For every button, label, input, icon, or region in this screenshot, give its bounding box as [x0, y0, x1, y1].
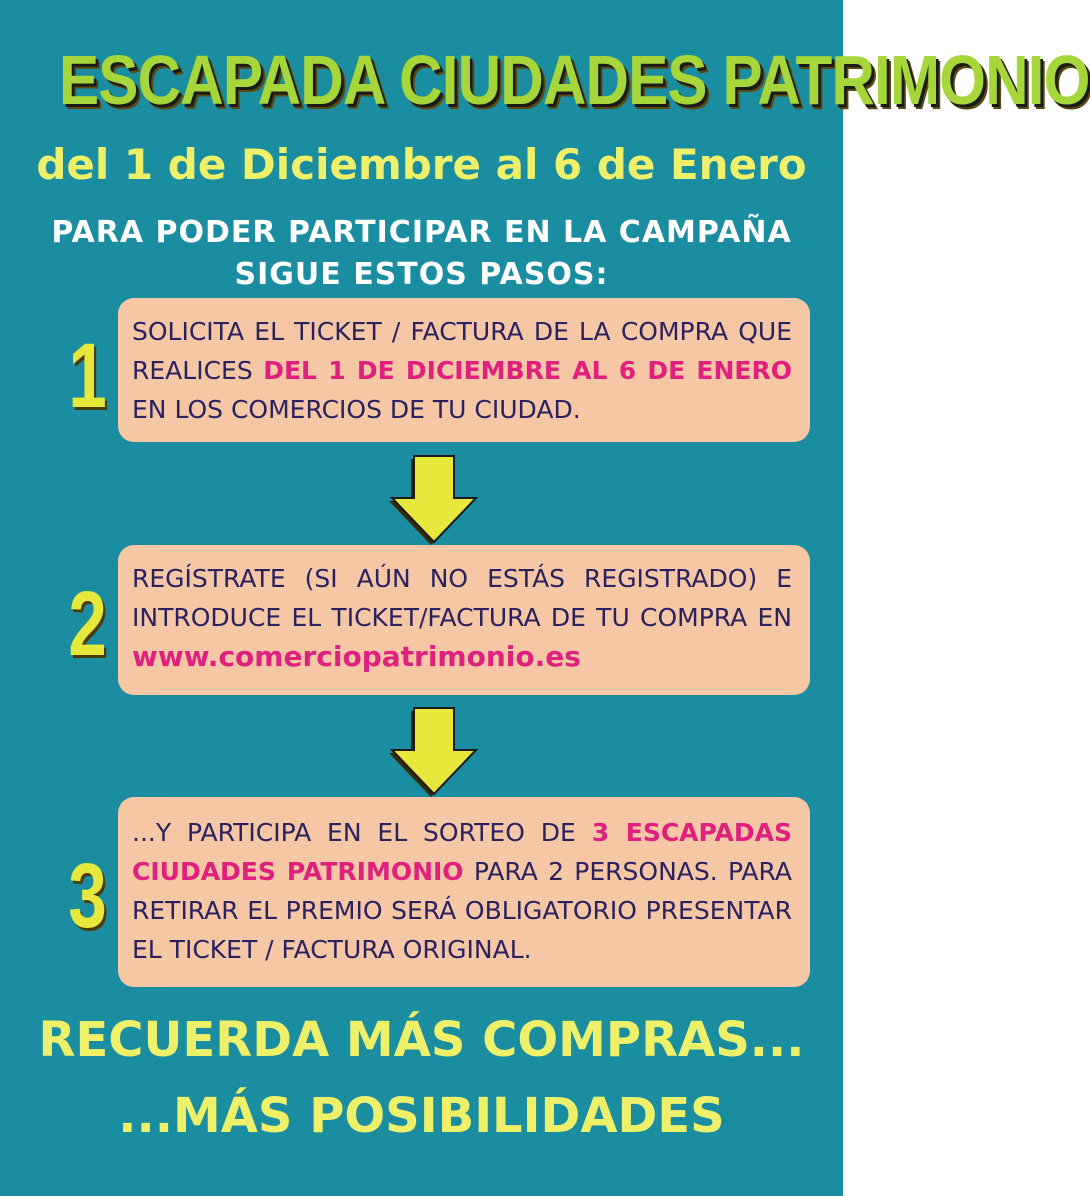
step-1-text: SOLICITA EL TICKET / FACTURA DE LA COMPRA QUE REALICES: [132, 317, 792, 385]
intro-line-2: SIGUE ESTOS PASOS:: [234, 257, 609, 292]
step-number-1: 1: [68, 325, 107, 427]
campaign-dates: del 1 de Diciembre al 6 de Enero: [36, 140, 807, 189]
poster-title: ESCAPADA CIUDADES PATRIMONIO: [59, 41, 1090, 119]
footer-line-2: ...MÁS POSIBILIDADES: [118, 1088, 725, 1144]
step-box-1: [118, 298, 810, 442]
step-number-2: 2: [68, 573, 107, 675]
step-1-highlight: DEL 1 DE DICIEMBRE AL 6 DE ENERO: [263, 356, 792, 385]
step-box-3: [118, 797, 810, 987]
intro-text: [0, 212, 843, 296]
step-3-highlight: 3 ESCAPADAS CIUDADES PATRIMONIO: [132, 818, 792, 886]
intro-line-1: PARA PODER PARTICIPAR EN LA CAMPAÑA: [51, 215, 792, 250]
step-1-text-end: EN LOS COMERCIOS DE TU CIUDAD.: [132, 395, 581, 424]
step-2-text: REGÍSTRATE (SI AÚN NO ESTÁS REGISTRADO) E INTRODUCE EL TICKET/FACTURA DE TU COMPRA EN: [132, 564, 792, 632]
step-3-text: ...Y PARTICIPA EN EL SORTEO DE: [132, 818, 592, 847]
step-number-3: 3: [68, 845, 107, 947]
website-link[interactable]: www.comerciopatrimonio.es: [132, 640, 581, 673]
step-box-2: [118, 545, 810, 695]
arrow-down-icon: [390, 450, 480, 550]
footer-line-1: RECUERDA MÁS COMPRAS...: [38, 1012, 805, 1068]
arrow-down-icon: [390, 702, 480, 802]
step-3-text-end: PARA 2 PERSONAS. PARA RETIRAR EL PREMIO SERÁ OBLIGATORIO PRESENTAR EL TICKET / FACTURA ORIGINAL.: [132, 857, 792, 964]
